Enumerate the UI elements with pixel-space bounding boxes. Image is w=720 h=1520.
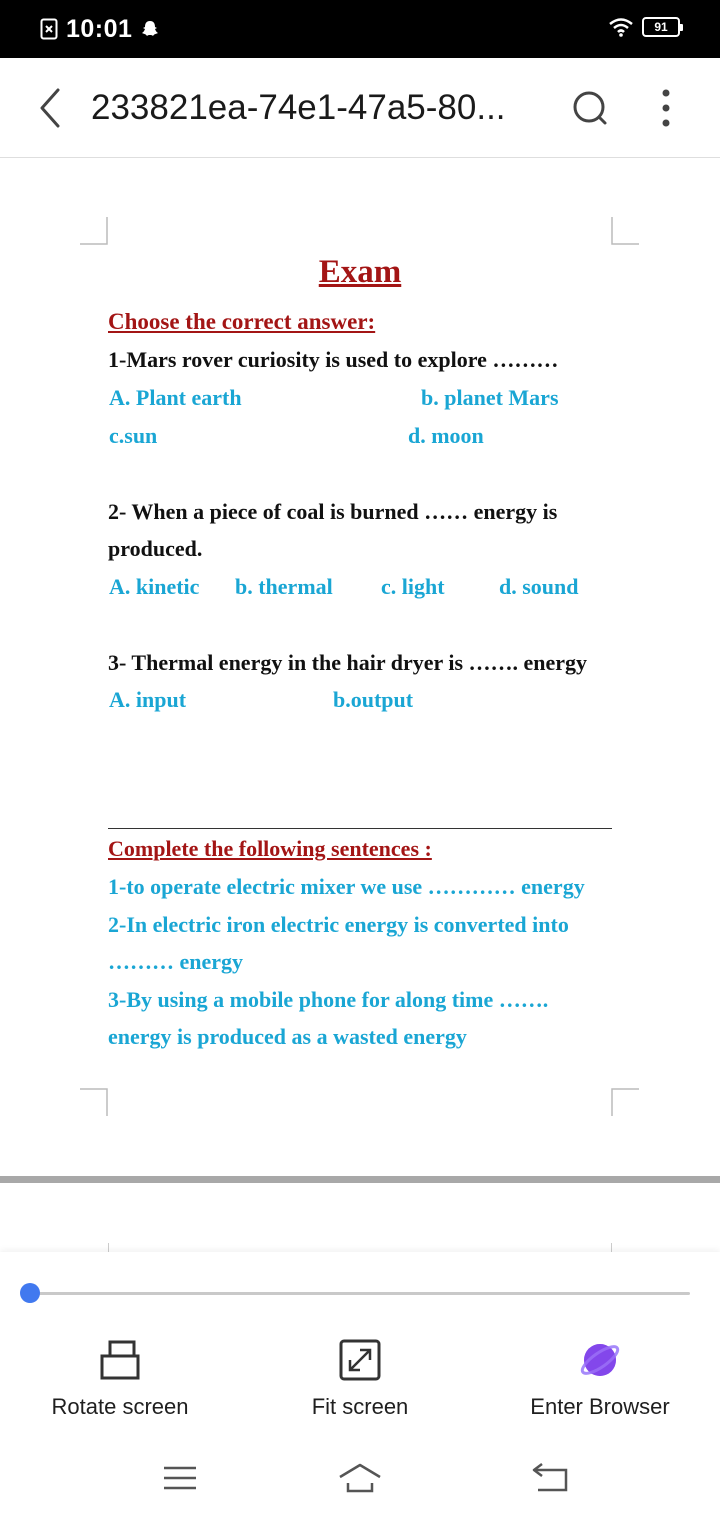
exam-title: Exam bbox=[318, 254, 402, 290]
complete-section bbox=[108, 830, 612, 1056]
rotate-screen-button[interactable] bbox=[20, 1338, 220, 1420]
option-d: d. sound bbox=[499, 573, 579, 599]
more-vertical-icon bbox=[661, 88, 671, 128]
page-slider[interactable] bbox=[20, 1282, 690, 1304]
question-3: 3- Thermal energy in the hair dryer is ……. energy bbox=[108, 649, 588, 675]
slider-track bbox=[30, 1292, 690, 1295]
search-button[interactable] bbox=[568, 86, 612, 130]
clock: 10:01 bbox=[66, 14, 133, 43]
enter-browser-button[interactable] bbox=[500, 1338, 700, 1420]
enter-browser-label: Enter Browser bbox=[530, 1394, 670, 1419]
question-2: 2- When a piece of coal is burned …… energy is produced. bbox=[108, 498, 558, 561]
page-separator bbox=[0, 1176, 720, 1183]
question-1: 1-Mars rover curiosity is used to explore ……… bbox=[108, 347, 559, 372]
answer-row bbox=[108, 379, 612, 417]
option-b: b. thermal bbox=[235, 573, 333, 599]
more-options-button[interactable] bbox=[648, 86, 684, 130]
document-viewer[interactable] bbox=[0, 159, 720, 1179]
wifi-icon bbox=[608, 17, 634, 37]
option-b: b. planet Mars bbox=[421, 384, 559, 410]
menu-lines-icon bbox=[162, 1464, 198, 1492]
battery-indicator bbox=[642, 17, 680, 37]
sentence-3: 3-By using a mobile phone for along time ……. energy is produced as a wasted energy bbox=[108, 986, 549, 1049]
back-button[interactable] bbox=[30, 86, 70, 130]
fit-screen-button[interactable] bbox=[260, 1338, 460, 1420]
option-b: b.output bbox=[333, 687, 414, 712]
sentence-2: 2-In electric iron electric energy is converted into ……… energy bbox=[108, 911, 569, 974]
option-a: A. kinetic bbox=[109, 573, 200, 599]
battery-level: 91 bbox=[654, 20, 668, 34]
option-c: c.sun bbox=[109, 422, 158, 448]
return-arrow-icon bbox=[530, 1462, 570, 1494]
option-d: d. moon bbox=[408, 422, 484, 448]
snapchat-ghost-icon bbox=[140, 19, 160, 39]
crop-mark-bottom-left bbox=[80, 1088, 108, 1116]
option-c: c. light bbox=[381, 573, 445, 599]
bottom-toolbar bbox=[0, 1252, 720, 1520]
answer-row bbox=[108, 417, 612, 455]
chevron-left-icon bbox=[38, 88, 62, 128]
fit-screen-icon bbox=[338, 1338, 382, 1382]
answer-row bbox=[108, 681, 612, 719]
browser-planet-icon bbox=[578, 1338, 622, 1382]
crop-mark-top-left bbox=[80, 217, 108, 245]
option-a: A. Plant earth bbox=[109, 384, 242, 410]
home-icon bbox=[338, 1461, 382, 1495]
slider-thumb[interactable] bbox=[20, 1283, 40, 1303]
notification-file-icon bbox=[40, 18, 58, 40]
section-divider bbox=[108, 828, 612, 829]
system-navigation-bar bbox=[0, 1452, 720, 1502]
home-button[interactable] bbox=[338, 1460, 382, 1496]
answer-row bbox=[108, 568, 612, 606]
section-heading-complete: Complete the following sentences : bbox=[108, 836, 432, 861]
rotate-screen-label: Rotate screen bbox=[51, 1394, 189, 1419]
section-heading-choose: Choose the correct answer: bbox=[108, 309, 376, 334]
next-page-preview bbox=[0, 1183, 720, 1253]
fit-screen-label: Fit screen bbox=[311, 1394, 409, 1419]
sentence-1: 1-to operate electric mixer we use ………… energy bbox=[108, 874, 585, 899]
status-bar bbox=[0, 0, 720, 58]
back-nav-button[interactable] bbox=[528, 1460, 572, 1496]
crop-mark-top-right bbox=[611, 217, 639, 245]
crop-mark-bottom-right bbox=[611, 1088, 639, 1116]
document-title: 233821ea-74e1-47a5-80... bbox=[91, 88, 506, 127]
app-bar bbox=[0, 58, 720, 158]
search-icon bbox=[570, 88, 610, 128]
recent-apps-button[interactable] bbox=[158, 1460, 202, 1496]
rotate-screen-icon bbox=[98, 1338, 142, 1382]
option-a: A. input bbox=[109, 687, 187, 712]
page-content bbox=[108, 251, 612, 719]
